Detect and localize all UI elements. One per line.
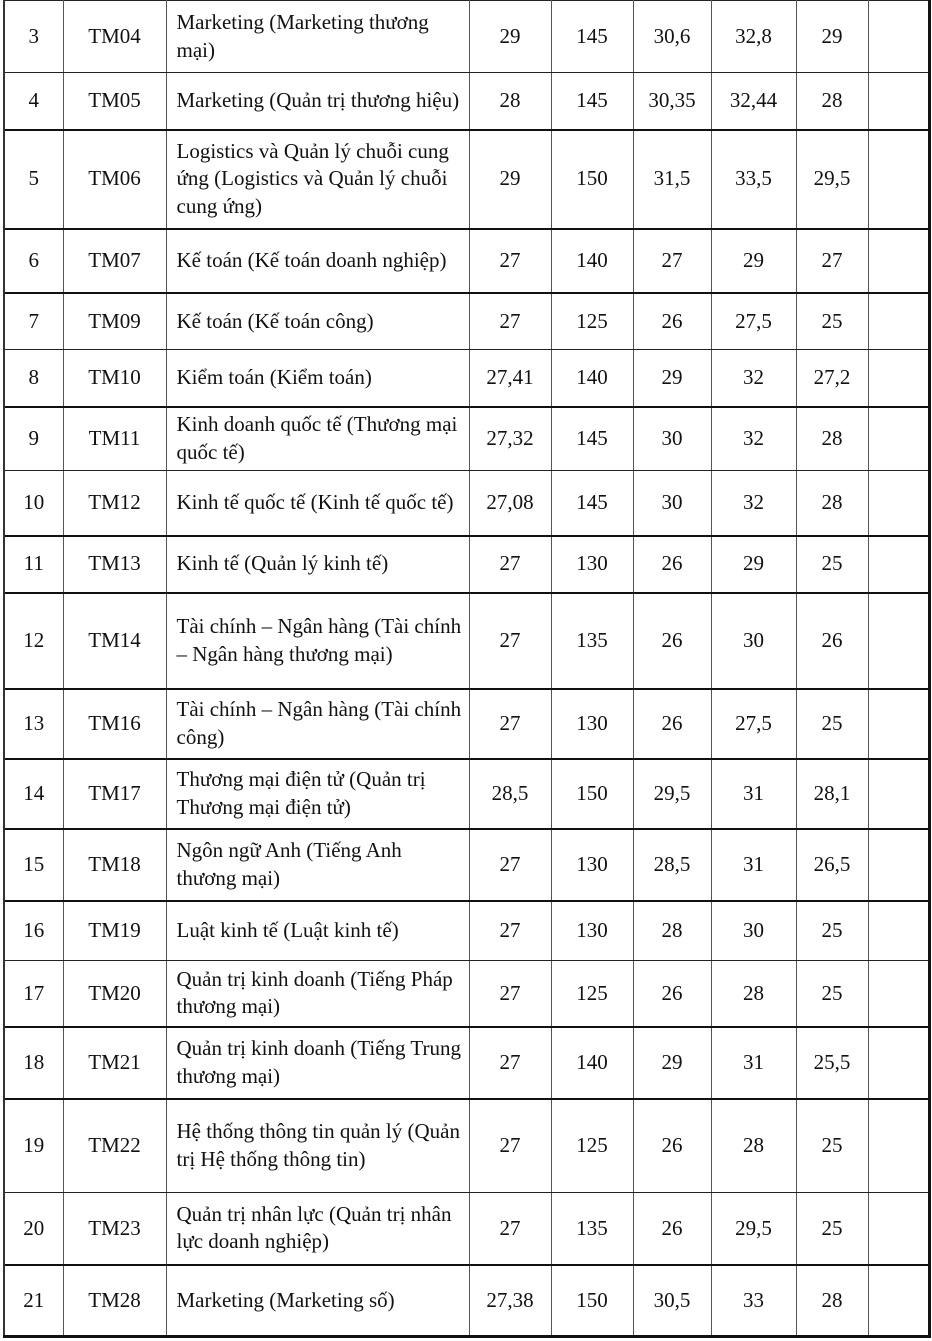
score-cell-5: 29 xyxy=(796,1,868,73)
score-cell-3: 30,5 xyxy=(633,1265,711,1337)
table-row xyxy=(4,1099,929,1193)
program-name-cell: Kinh tế (Quản lý kinh tế) xyxy=(166,536,469,593)
score-cell-5: 25 xyxy=(796,901,868,961)
program-code-cell: TM12 xyxy=(63,471,166,536)
score-cell-1: 27,41 xyxy=(469,350,551,407)
program-code-cell: TM18 xyxy=(63,829,166,901)
quota-cell: 145 xyxy=(551,1,633,73)
row-number-cell: 5 xyxy=(4,130,63,229)
note-cell xyxy=(868,1265,929,1337)
program-name-cell: Tài chính – Ngân hàng (Tài chính công) xyxy=(166,689,469,759)
score-cell-4: 30 xyxy=(711,901,796,961)
program-code-cell: TM16 xyxy=(63,689,166,759)
program-code-cell: TM05 xyxy=(63,73,166,130)
table-row xyxy=(4,293,929,350)
row-number-cell: 7 xyxy=(4,293,63,350)
score-cell-5: 25,5 xyxy=(796,1027,868,1099)
program-name-cell: Quản trị kinh doanh (Tiếng Trung thương mại) xyxy=(166,1027,469,1099)
table-row xyxy=(4,130,929,229)
program-code-cell: TM21 xyxy=(63,1027,166,1099)
note-cell xyxy=(868,229,929,293)
note-cell xyxy=(868,1099,929,1193)
score-cell-1: 27 xyxy=(469,1193,551,1265)
score-cell-4: 29,5 xyxy=(711,1193,796,1265)
program-code-cell: TM14 xyxy=(63,593,166,689)
row-number-cell: 8 xyxy=(4,350,63,407)
score-cell-5: 26 xyxy=(796,593,868,689)
note-cell xyxy=(868,593,929,689)
program-code-cell: TM06 xyxy=(63,130,166,229)
quota-cell: 125 xyxy=(551,293,633,350)
score-cell-1: 27 xyxy=(469,293,551,350)
program-code-cell: TM11 xyxy=(63,407,166,471)
score-cell-1: 27 xyxy=(469,961,551,1027)
score-cell-3: 26 xyxy=(633,1099,711,1193)
score-cell-5: 27 xyxy=(796,229,868,293)
program-name-cell: Hệ thống thông tin quản lý (Quản trị Hệ thống thông tin) xyxy=(166,1099,469,1193)
note-cell xyxy=(868,407,929,471)
score-cell-3: 26 xyxy=(633,1193,711,1265)
quota-cell: 145 xyxy=(551,471,633,536)
program-name-cell: Quản trị nhân lực (Quản trị nhân lực doanh nghiệp) xyxy=(166,1193,469,1265)
quota-cell: 135 xyxy=(551,593,633,689)
program-code-cell: TM09 xyxy=(63,293,166,350)
score-cell-3: 30 xyxy=(633,471,711,536)
row-number-cell: 21 xyxy=(4,1265,63,1337)
score-cell-3: 26 xyxy=(633,536,711,593)
quota-cell: 145 xyxy=(551,407,633,471)
score-cell-5: 25 xyxy=(796,1193,868,1265)
quota-cell: 125 xyxy=(551,1099,633,1193)
quota-cell: 130 xyxy=(551,536,633,593)
score-cell-5: 28 xyxy=(796,73,868,130)
score-cell-1: 29 xyxy=(469,1,551,73)
score-cell-5: 28 xyxy=(796,1265,868,1337)
note-cell xyxy=(868,471,929,536)
score-cell-1: 27,32 xyxy=(469,407,551,471)
score-cell-3: 30 xyxy=(633,407,711,471)
score-cell-4: 32 xyxy=(711,407,796,471)
score-cell-5: 25 xyxy=(796,536,868,593)
quota-cell: 150 xyxy=(551,130,633,229)
score-cell-1: 28,5 xyxy=(469,759,551,829)
score-cell-4: 27,5 xyxy=(711,689,796,759)
table-row xyxy=(4,1265,929,1337)
program-code-cell: TM19 xyxy=(63,901,166,961)
row-number-cell: 14 xyxy=(4,759,63,829)
score-cell-5: 25 xyxy=(796,961,868,1027)
quota-cell: 150 xyxy=(551,759,633,829)
program-name-cell: Tài chính – Ngân hàng (Tài chính – Ngân hàng thương mại) xyxy=(166,593,469,689)
row-number-cell: 18 xyxy=(4,1027,63,1099)
note-cell xyxy=(868,130,929,229)
score-cell-1: 27,08 xyxy=(469,471,551,536)
score-cell-3: 26 xyxy=(633,961,711,1027)
score-cell-5: 28,1 xyxy=(796,759,868,829)
note-cell xyxy=(868,759,929,829)
quota-cell: 125 xyxy=(551,961,633,1027)
note-cell xyxy=(868,689,929,759)
score-cell-3: 27 xyxy=(633,229,711,293)
row-number-cell: 10 xyxy=(4,471,63,536)
score-cell-1: 27 xyxy=(469,536,551,593)
row-number-cell: 3 xyxy=(4,1,63,73)
score-cell-4: 32,44 xyxy=(711,73,796,130)
score-cell-4: 31 xyxy=(711,759,796,829)
note-cell xyxy=(868,293,929,350)
note-cell xyxy=(868,73,929,130)
score-cell-4: 29 xyxy=(711,229,796,293)
score-cell-3: 30,35 xyxy=(633,73,711,130)
program-code-cell: TM17 xyxy=(63,759,166,829)
program-name-cell: Logistics và Quản lý chuỗi cung ứng (Logistics và Quản lý chuỗi cung ứng) xyxy=(166,130,469,229)
score-cell-5: 26,5 xyxy=(796,829,868,901)
program-name-cell: Kế toán (Kế toán công) xyxy=(166,293,469,350)
table-row xyxy=(4,536,929,593)
note-cell xyxy=(868,536,929,593)
row-number-cell: 11 xyxy=(4,536,63,593)
note-cell xyxy=(868,1027,929,1099)
program-code-cell: TM23 xyxy=(63,1193,166,1265)
score-cell-3: 28 xyxy=(633,901,711,961)
table-row xyxy=(4,689,929,759)
score-cell-4: 33,5 xyxy=(711,130,796,229)
table-row xyxy=(4,407,929,471)
score-cell-5: 25 xyxy=(796,1099,868,1193)
program-name-cell: Kế toán (Kế toán doanh nghiệp) xyxy=(166,229,469,293)
score-cell-1: 27,38 xyxy=(469,1265,551,1337)
table-row xyxy=(4,759,929,829)
admission-score-table xyxy=(3,0,931,1338)
note-cell xyxy=(868,350,929,407)
program-code-cell: TM22 xyxy=(63,1099,166,1193)
score-cell-4: 31 xyxy=(711,1027,796,1099)
score-cell-4: 28 xyxy=(711,961,796,1027)
score-cell-3: 29,5 xyxy=(633,759,711,829)
score-cell-1: 27 xyxy=(469,829,551,901)
score-cell-4: 31 xyxy=(711,829,796,901)
table-row xyxy=(4,73,929,130)
program-code-cell: TM28 xyxy=(63,1265,166,1337)
score-cell-5: 28 xyxy=(796,407,868,471)
table-row xyxy=(4,901,929,961)
score-cell-3: 31,5 xyxy=(633,130,711,229)
table-body xyxy=(4,1,929,1337)
score-cell-1: 27 xyxy=(469,229,551,293)
score-cell-3: 29 xyxy=(633,1027,711,1099)
row-number-cell: 13 xyxy=(4,689,63,759)
program-name-cell: Kiểm toán (Kiểm toán) xyxy=(166,350,469,407)
note-cell xyxy=(868,901,929,961)
score-cell-1: 27 xyxy=(469,1099,551,1193)
table-row xyxy=(4,829,929,901)
score-cell-4: 33 xyxy=(711,1265,796,1337)
note-cell xyxy=(868,1,929,73)
score-cell-1: 27 xyxy=(469,1027,551,1099)
score-cell-4: 27,5 xyxy=(711,293,796,350)
program-name-cell: Ngôn ngữ Anh (Tiếng Anh thương mại) xyxy=(166,829,469,901)
note-cell xyxy=(868,961,929,1027)
quota-cell: 130 xyxy=(551,689,633,759)
score-cell-4: 32 xyxy=(711,350,796,407)
row-number-cell: 12 xyxy=(4,593,63,689)
row-number-cell: 20 xyxy=(4,1193,63,1265)
program-name-cell: Marketing (Marketing số) xyxy=(166,1265,469,1337)
score-cell-5: 25 xyxy=(796,293,868,350)
score-cell-1: 28 xyxy=(469,73,551,130)
program-name-cell: Kinh doanh quốc tế (Thương mại quốc tế) xyxy=(166,407,469,471)
score-cell-1: 27 xyxy=(469,689,551,759)
score-cell-4: 32 xyxy=(711,471,796,536)
quota-cell: 130 xyxy=(551,829,633,901)
score-cell-5: 27,2 xyxy=(796,350,868,407)
table-row xyxy=(4,1193,929,1265)
row-number-cell: 16 xyxy=(4,901,63,961)
note-cell xyxy=(868,1193,929,1265)
score-cell-4: 29 xyxy=(711,536,796,593)
quota-cell: 140 xyxy=(551,229,633,293)
score-cell-3: 30,6 xyxy=(633,1,711,73)
score-cell-4: 28 xyxy=(711,1099,796,1193)
table-row xyxy=(4,1027,929,1099)
admission-score-table-document xyxy=(3,0,931,1338)
row-number-cell: 6 xyxy=(4,229,63,293)
note-cell xyxy=(868,829,929,901)
score-cell-5: 28 xyxy=(796,471,868,536)
program-name-cell: Thương mại điện tử (Quản trị Thương mại điện tử) xyxy=(166,759,469,829)
program-name-cell: Quản trị kinh doanh (Tiếng Pháp thương mại) xyxy=(166,961,469,1027)
table-row xyxy=(4,1,929,73)
score-cell-3: 26 xyxy=(633,689,711,759)
row-number-cell: 4 xyxy=(4,73,63,130)
program-code-cell: TM10 xyxy=(63,350,166,407)
program-name-cell: Marketing (Quản trị thương hiệu) xyxy=(166,73,469,130)
program-name-cell: Kinh tế quốc tế (Kinh tế quốc tế) xyxy=(166,471,469,536)
program-code-cell: TM04 xyxy=(63,1,166,73)
quota-cell: 130 xyxy=(551,901,633,961)
score-cell-1: 27 xyxy=(469,593,551,689)
score-cell-4: 32,8 xyxy=(711,1,796,73)
quota-cell: 145 xyxy=(551,73,633,130)
score-cell-5: 25 xyxy=(796,689,868,759)
table-row xyxy=(4,593,929,689)
program-name-cell: Luật kinh tế (Luật kinh tế) xyxy=(166,901,469,961)
quota-cell: 140 xyxy=(551,1027,633,1099)
program-name-cell: Marketing (Marketing thương mại) xyxy=(166,1,469,73)
table-row xyxy=(4,350,929,407)
score-cell-1: 27 xyxy=(469,901,551,961)
table-row xyxy=(4,471,929,536)
program-code-cell: TM20 xyxy=(63,961,166,1027)
row-number-cell: 15 xyxy=(4,829,63,901)
score-cell-3: 26 xyxy=(633,593,711,689)
program-code-cell: TM13 xyxy=(63,536,166,593)
table-row xyxy=(4,229,929,293)
table-row xyxy=(4,961,929,1027)
row-number-cell: 19 xyxy=(4,1099,63,1193)
quota-cell: 135 xyxy=(551,1193,633,1265)
program-code-cell: TM07 xyxy=(63,229,166,293)
score-cell-5: 29,5 xyxy=(796,130,868,229)
row-number-cell: 17 xyxy=(4,961,63,1027)
score-cell-3: 28,5 xyxy=(633,829,711,901)
score-cell-3: 26 xyxy=(633,293,711,350)
row-number-cell: 9 xyxy=(4,407,63,471)
quota-cell: 140 xyxy=(551,350,633,407)
quota-cell: 150 xyxy=(551,1265,633,1337)
score-cell-3: 29 xyxy=(633,350,711,407)
score-cell-1: 29 xyxy=(469,130,551,229)
score-cell-4: 30 xyxy=(711,593,796,689)
